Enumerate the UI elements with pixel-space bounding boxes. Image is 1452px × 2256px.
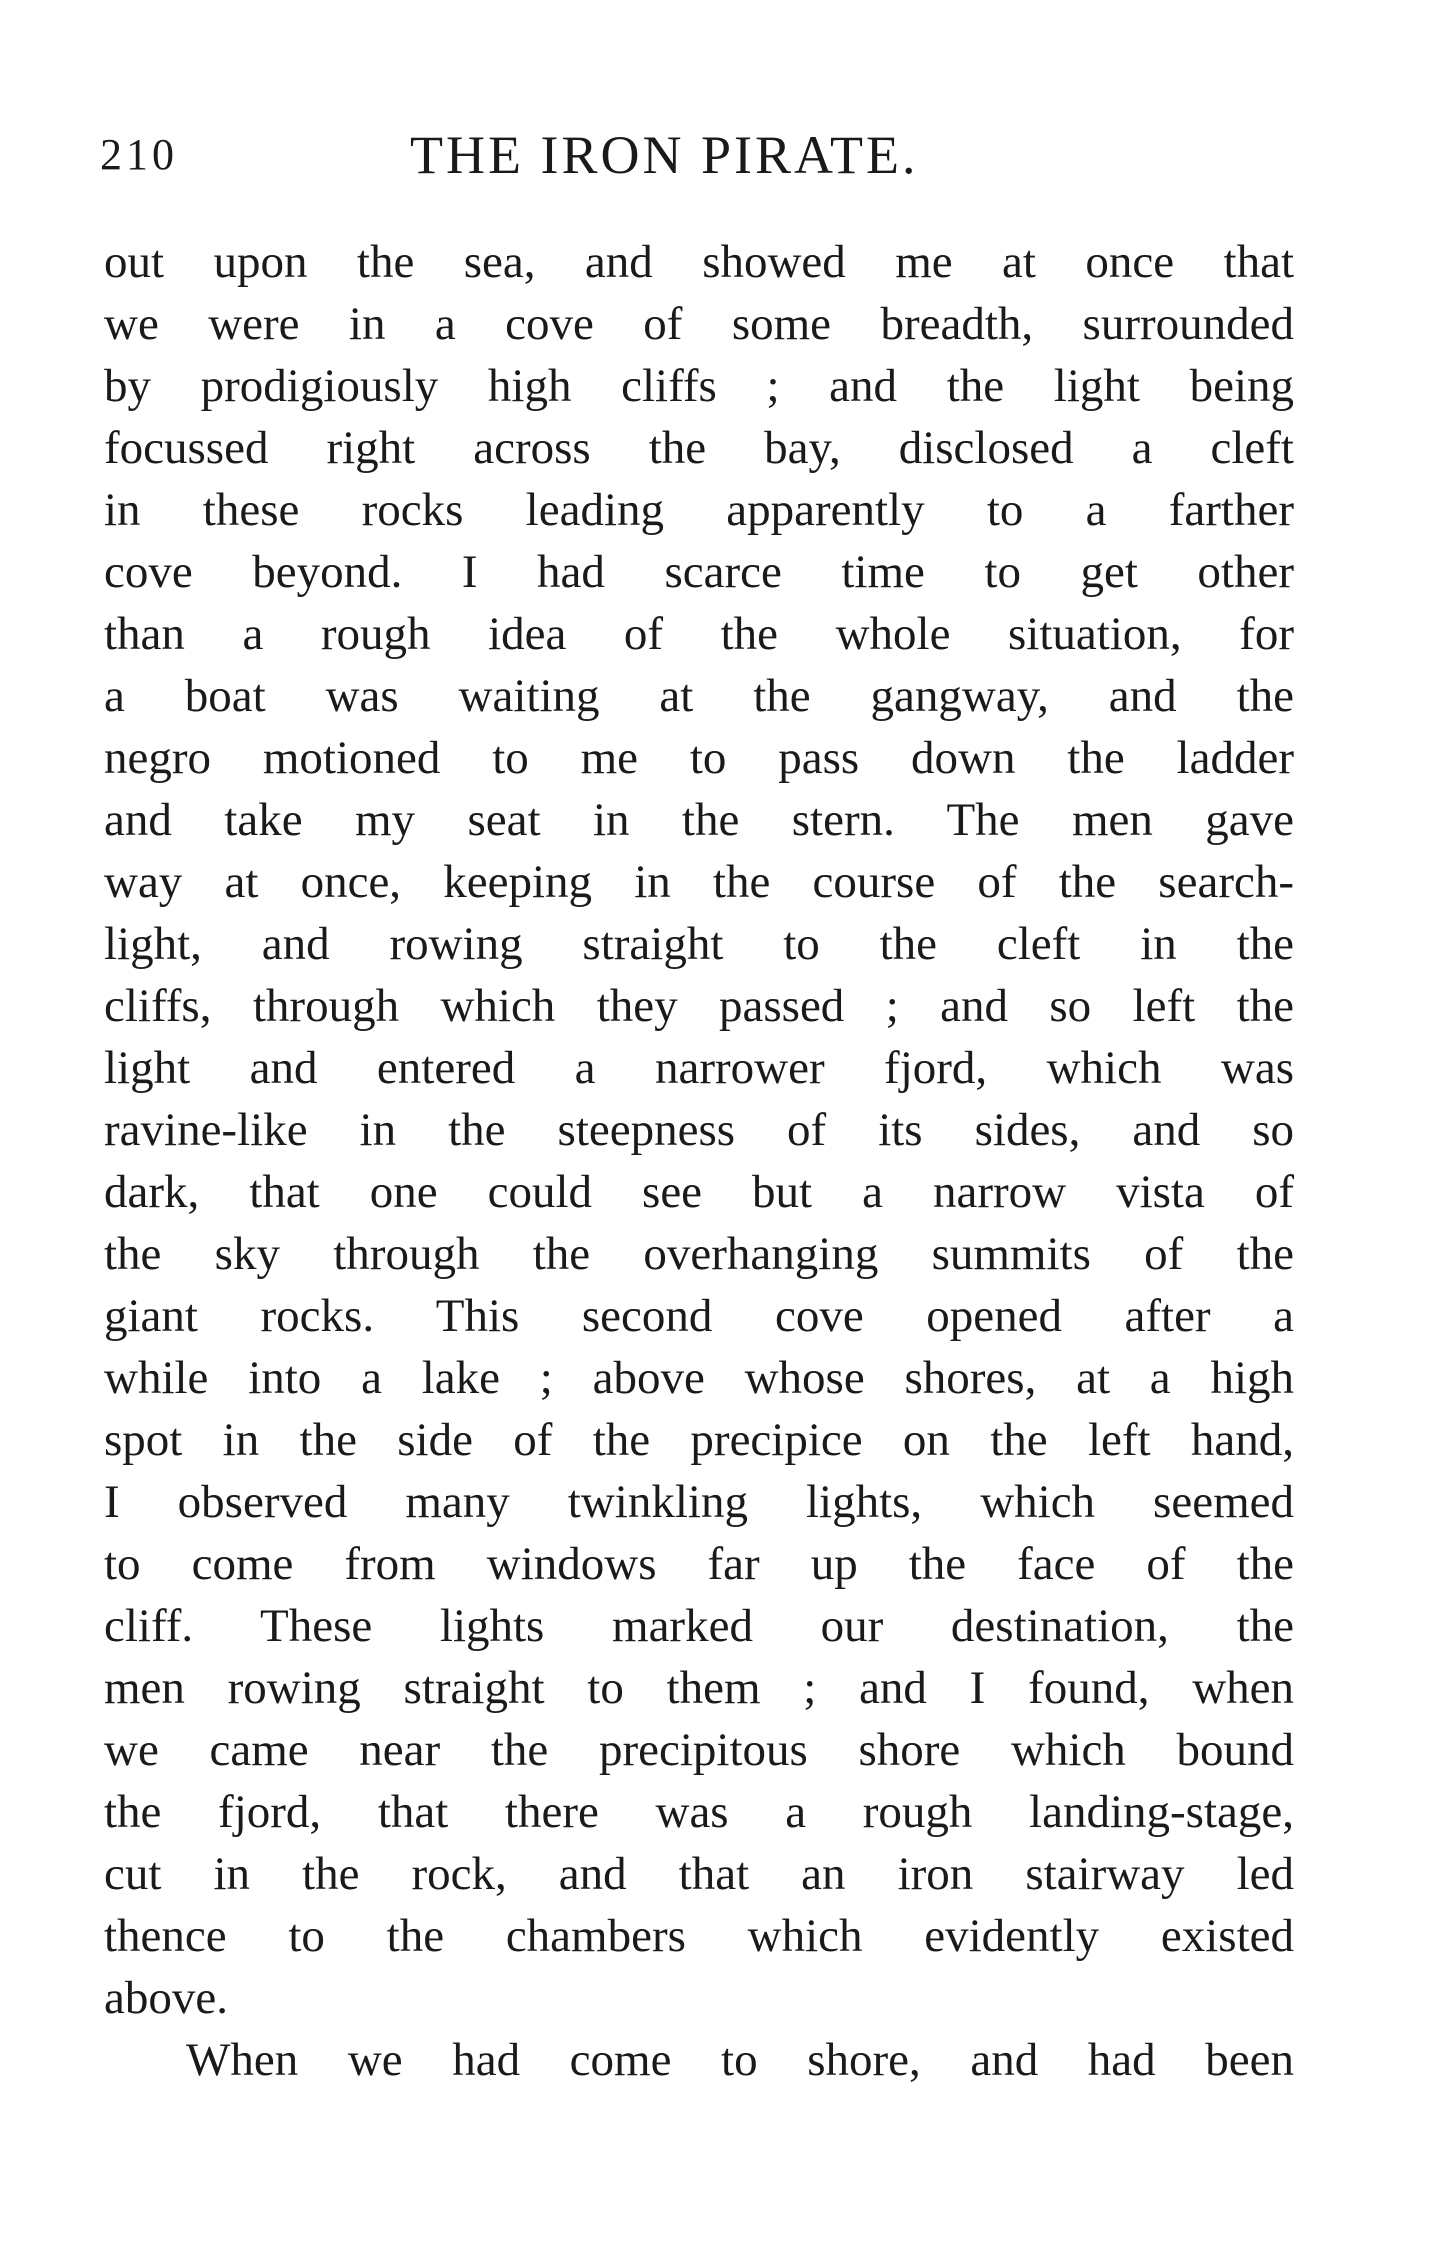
text-line: cliff. These lights marked our destination, the bbox=[104, 1600, 1294, 1652]
text-line: men rowing straight to them ; and I found, when bbox=[104, 1662, 1294, 1714]
text-line: the fjord, that there was a rough landing-stage, bbox=[104, 1786, 1294, 1838]
text-line: by prodigiously high cliffs ; and the light being bbox=[104, 360, 1294, 412]
text-line: negro motioned to me to pass down the ladder bbox=[104, 732, 1294, 784]
text-line: dark, that one could see but a narrow vista of bbox=[104, 1166, 1294, 1218]
text-line: we were in a cove of some breadth, surrounded bbox=[104, 298, 1294, 350]
text-line: than a rough idea of the whole situation, for bbox=[104, 608, 1294, 660]
text-line: cliffs, through which they passed ; and so left the bbox=[104, 980, 1294, 1032]
text-line: out upon the sea, and showed me at once that bbox=[104, 236, 1294, 288]
text-line: way at once, keeping in the course of the search- bbox=[104, 856, 1294, 908]
running-title: THE IRON PIRATE. bbox=[410, 125, 919, 185]
text-line: the sky through the overhanging summits of the bbox=[104, 1228, 1294, 1280]
text-line: giant rocks. This second cove opened after a bbox=[104, 1290, 1294, 1342]
page-header bbox=[100, 120, 1300, 190]
text-line: light, and rowing straight to the cleft in the bbox=[104, 918, 1294, 970]
text-line: focussed right across the bay, disclosed a cleft bbox=[104, 422, 1294, 474]
text-line: I observed many twinkling lights, which seemed bbox=[104, 1476, 1294, 1528]
text-line: When we had come to shore, and had been bbox=[186, 2034, 1294, 2086]
text-line: to come from windows far up the face of the bbox=[104, 1538, 1294, 1590]
text-line: above. bbox=[104, 1972, 228, 2024]
text-line: and take my seat in the stern. The men gave bbox=[104, 794, 1294, 846]
text-line: ravine-like in the steepness of its sides, and so bbox=[104, 1104, 1294, 1156]
text-line: a boat was waiting at the gangway, and the bbox=[104, 670, 1294, 722]
text-line: while into a lake ; above whose shores, at a high bbox=[104, 1352, 1294, 1404]
text-line: spot in the side of the precipice on the left hand, bbox=[104, 1414, 1294, 1466]
text-line: in these rocks leading apparently to a farther bbox=[104, 484, 1294, 536]
text-line: we came near the precipitous shore which bound bbox=[104, 1724, 1294, 1776]
text-line: cove beyond. I had scarce time to get other bbox=[104, 546, 1294, 598]
page-number: 210 bbox=[100, 130, 178, 179]
text-line: light and entered a narrower fjord, which was bbox=[104, 1042, 1294, 1094]
body-text bbox=[104, 231, 1294, 2091]
text-line: cut in the rock, and that an iron stairway led bbox=[104, 1848, 1294, 1900]
text-line: thence to the chambers which evidently existed bbox=[104, 1910, 1294, 1962]
